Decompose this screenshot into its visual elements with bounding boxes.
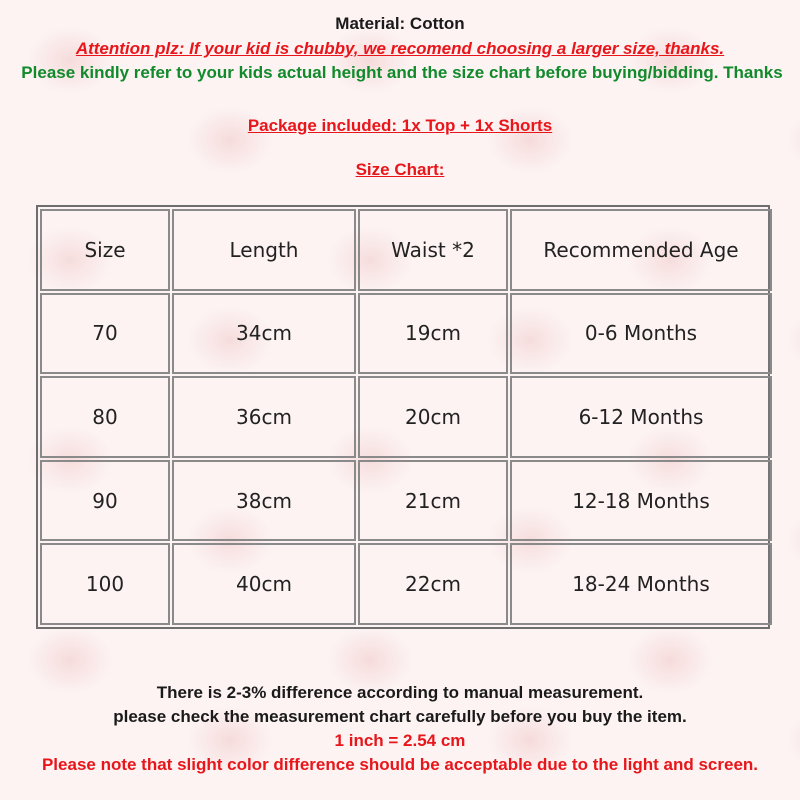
cell-size: 90 [40,460,170,542]
package-included: Package included: 1x Top + 1x Shorts [247,116,553,135]
measurement-difference-note: There is 2-3% difference according to manual measurement. [156,683,644,702]
cell-age: 6-12 Months [510,376,772,458]
cell-waist: 19cm [358,293,508,375]
table-row [40,376,772,458]
cell-waist: 22cm [358,543,508,625]
cell-age: 18-24 Months [510,543,772,625]
header-size: Size [40,209,170,291]
cell-size: 70 [40,293,170,375]
header-waist: Waist *2 [358,209,508,291]
table-row [40,543,772,625]
header-length: Length [172,209,356,291]
check-chart-note: please check the measurement chart carefully before you buy the item. [113,707,687,726]
attention-note: Attention plz: If your kid is chubby, we recomend choosing a larger size, thanks. [75,39,725,58]
cell-age: 0-6 Months [510,293,772,375]
cell-length: 34cm [172,293,356,375]
color-difference-note: Please note that slight color difference should be acceptable due to the light and screen. [41,755,759,774]
cell-waist: 20cm [358,376,508,458]
size-chart-table [38,207,774,627]
cell-size: 100 [40,543,170,625]
table-row [40,293,772,375]
size-chart-label: Size Chart: [355,160,445,179]
cell-length: 36cm [172,376,356,458]
size-chart-table-frame [36,205,770,629]
header-recommended-age: Recommended Age [510,209,772,291]
cell-waist: 21cm [358,460,508,542]
cell-length: 40cm [172,543,356,625]
refer-note: Please kindly refer to your kids actual height and the size chart before buying/bidding. Thanks [21,63,783,82]
table-header-row [40,209,772,291]
table-row [40,460,772,542]
material-text: Material: Cotton [335,14,465,33]
inch-conversion-note: 1 inch = 2.54 cm [334,731,466,750]
cell-age: 12-18 Months [510,460,772,542]
cell-length: 38cm [172,460,356,542]
cell-size: 80 [40,376,170,458]
